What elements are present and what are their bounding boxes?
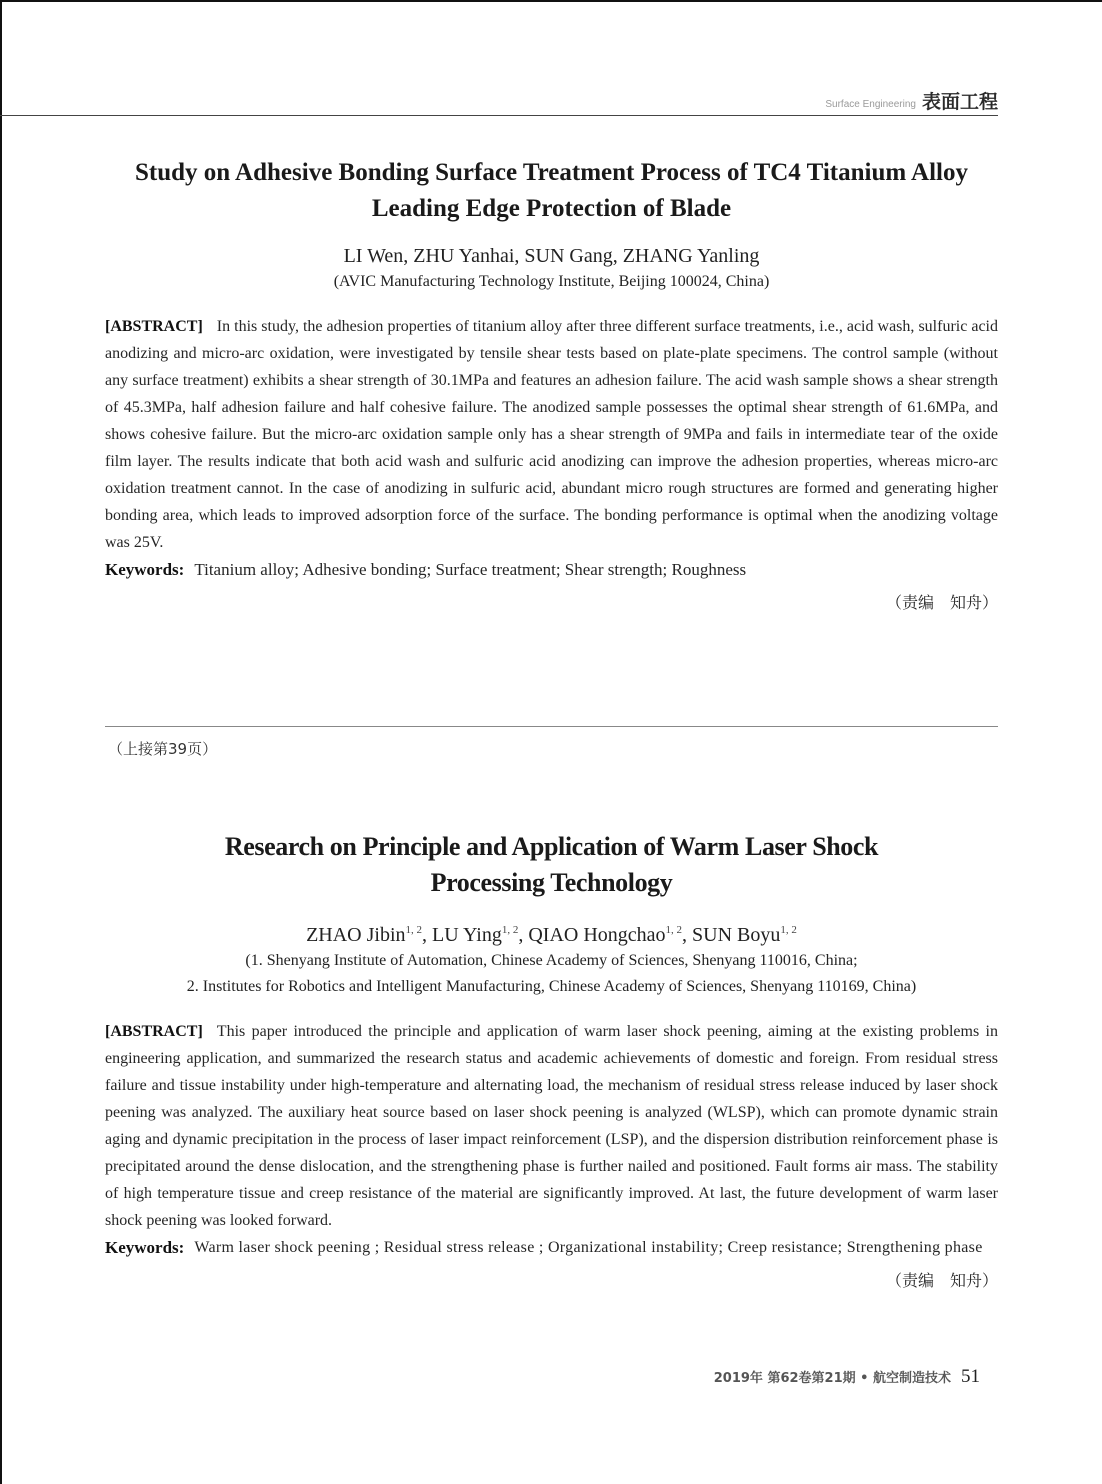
page-top-border <box>0 0 1102 2</box>
author-separator: , <box>518 924 529 946</box>
abstract-label: [ABSTRACT] <box>105 1023 203 1040</box>
affiliation <box>105 948 998 1000</box>
continued-from-note: （上接第39页） <box>108 740 218 758</box>
keywords-text: Warm laser shock peening ; Residual stress release ; Organizational instability; Creep resistance; Strengthening phase <box>194 1239 983 1256</box>
page-left-border <box>0 0 2 1484</box>
keywords <box>105 1236 998 1260</box>
page-number: 51 <box>961 1366 980 1387</box>
keywords <box>105 558 998 582</box>
title-line: Study on Adhesive Bonding Surface Treatment Process of TC4 Titanium Alloy <box>135 159 968 186</box>
journal-info: 2019年 第62卷第21期 • 航空制造技术 <box>713 1371 951 1386</box>
keywords-text: Titanium alloy; Adhesive bonding; Surface treatment; Shear strength; Roughness <box>194 560 747 579</box>
author-name: SUN Boyu <box>692 924 781 946</box>
author-list <box>105 917 998 948</box>
title-line: Research on Principle and Application of Warm Laser Shock <box>224 832 879 861</box>
keywords-label: Keywords: <box>105 560 185 579</box>
abstract-text: This paper introduced the principle and application of warm laser shock peening, aiming at the existing problems in engineering application, and summarized the research status and academic achievements of domestic and foreign. From residual stress failure and tissue instability under high-temperature and alternating load, the mechanism of residual stress release induced by laser shock peening was analyzed. The auxiliary heat source based on laser shock peening is analyzed (WLSP), which can promote dynamic strain aging and dynamic precipitation in the process of laser impact reinforcement (LSP), and the dispersion distribution reinforcement phase is precipitated around the dense dislocation, and the strengthening phase is further nailed and positioned. Fault forms air mass. The stability of high temperature tissue and creep resistance of the material are significantly improved. At last, the future development of warm laser shock peening was looked forward. <box>105 1023 998 1229</box>
author-name: QIAO Hongchao <box>528 924 666 946</box>
keywords-label: Keywords: <box>105 1238 185 1257</box>
author-separator: , <box>682 924 693 946</box>
affiliation-line: 2. Institutes for Robotics and Intelligent Manufacturing, Chinese Academy of Sciences, Shenyang 110169, China) <box>186 978 917 995</box>
abstract-text: In this study, the adhesion properties of titanium alloy after three different surface treatments, i.e., acid wash, sulfuric acid anodizing and micro-arc oxidation, were investigated by tensile shear tests based on plate-plate specimens. The control sample (without any surface treatment) exhibits a shear strength of 30.1MPa and features an adhesion failure. The acid wash sample shows a shear strength of 45.3MPa, half adhesion failure and half cohesive failure. The anodized sample possesses the optimal shear strength of 61.6MPa, and shows cohesive failure. But the micro-arc oxidation sample only has a shear strength of 9MPa and fails in intermediate tear of the oxide film layer. The results indicate that both acid wash and sulfuric acid anodizing can improve the adhesion properties, whereas micro-arc oxidation treatment cannot. In the case of anodizing in sulfuric acid, abundant micro rough structures are formed and generating higher bonding area, which leads to improved adsorption force of the surface. The bonding performance is optimal when the anodizing voltage was 25V. <box>105 318 998 551</box>
abstract-label: [ABSTRACT] <box>105 318 203 335</box>
author-list: LI Wen, ZHU Yanhai, SUN Gang, ZHANG Yanling <box>343 245 760 267</box>
author-affil-mark: 1, 2 <box>501 924 519 936</box>
article-1 <box>105 155 998 613</box>
section-name-en: Surface Engineering <box>825 99 916 110</box>
abstract <box>105 1018 998 1234</box>
author-name: LU Ying <box>432 924 502 946</box>
editor-note: （责编 知舟） <box>885 1271 998 1290</box>
running-header <box>0 88 998 114</box>
affiliation-line: (1. Shenyang Institute of Automation, Chinese Academy of Sciences, Shenyang 110016, China; <box>245 952 858 969</box>
affiliation: (AVIC Manufacturing Technology Institute, Beijing 100024, China) <box>333 273 770 290</box>
header-rule <box>0 115 998 116</box>
author-affil-mark: 1, 2 <box>665 924 683 936</box>
author-name: ZHAO Jibin <box>306 924 406 946</box>
title-line: Leading Edge Protection of Blade <box>371 195 732 222</box>
author-affil-mark: 1, 2 <box>405 924 423 936</box>
abstract <box>105 313 998 556</box>
article-2 <box>105 829 998 1291</box>
section-name-zh: 表面工程 <box>921 91 998 113</box>
section-divider <box>105 726 998 727</box>
author-affil-mark: 1, 2 <box>780 924 797 936</box>
article-title <box>105 155 998 227</box>
author-separator: , <box>422 924 433 946</box>
title-line: Processing Technology <box>430 868 673 897</box>
page-footer <box>600 1366 980 1390</box>
editor-note: （责编 知舟） <box>885 593 998 612</box>
article-title <box>105 829 998 901</box>
